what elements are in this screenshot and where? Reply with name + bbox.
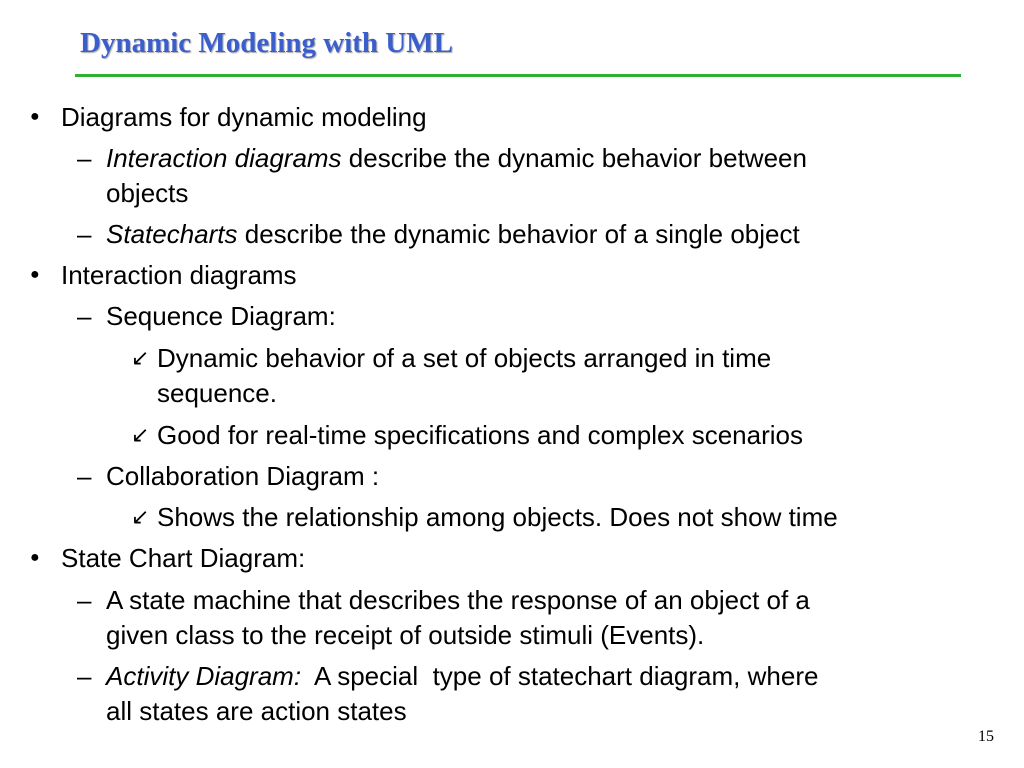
slide-title: Dynamic Modeling with UML — [80, 27, 453, 59]
sub-bullet-rest: A special type of statechart diagram, where — [301, 661, 819, 691]
bullet-text: Interaction diagrams — [61, 260, 297, 290]
bullet-text: Diagrams for dynamic modeling — [61, 102, 427, 132]
emphasis-text: Activity Diagram: — [106, 661, 302, 691]
bullet-text: State Chart Diagram: — [61, 543, 306, 573]
emphasis-text: Statecharts — [106, 219, 238, 249]
sub-bullet-text: Collaboration Diagram : — [106, 461, 380, 491]
sub-bullet-text — [106, 658, 818, 694]
sub-bullet-text: A state machine that describes the response of an object of a — [106, 585, 810, 615]
sub-bullet-rest: describe the dynamic behavior between — [341, 143, 807, 173]
bullet-dot-icon: ● — [30, 266, 40, 283]
dash-icon: – — [77, 143, 92, 173]
arrow-bullet-icon: ↙ — [131, 422, 150, 447]
third-level-text: Dynamic behavior of a set of objects arranged in time — [157, 343, 772, 373]
sub-bullet-text — [106, 140, 807, 176]
dash-icon: – — [77, 461, 92, 491]
sub-bullet-continuation: objects — [106, 178, 189, 208]
sub-bullet-continuation: given class to the receipt of outside stimuli (Events). — [106, 620, 705, 650]
sub-bullet-continuation: all states are action states — [106, 696, 407, 726]
sub-bullet-text — [106, 216, 800, 252]
title-underline — [75, 74, 961, 77]
sub-bullet-text: Sequence Diagram: — [106, 301, 336, 331]
page-number: 15 — [978, 728, 994, 745]
emphasis-text: Interaction diagrams — [106, 143, 342, 173]
arrow-bullet-icon: ↙ — [131, 345, 150, 370]
dash-icon: – — [77, 219, 92, 249]
dash-icon: – — [77, 301, 92, 331]
sub-bullet-rest: describe the dynamic behavior of a single object — [237, 219, 800, 249]
dash-icon: – — [77, 585, 92, 615]
arrow-bullet-icon: ↙ — [131, 504, 150, 529]
bullet-dot-icon: ● — [30, 108, 40, 125]
bullet-dot-icon: ● — [30, 549, 40, 566]
third-level-continuation: sequence. — [157, 378, 277, 408]
dash-icon: – — [77, 661, 92, 691]
third-level-text: Shows the relationship among objects. Does not show time — [157, 502, 838, 532]
third-level-text: Good for real-time specifications and complex scenarios — [157, 420, 803, 450]
